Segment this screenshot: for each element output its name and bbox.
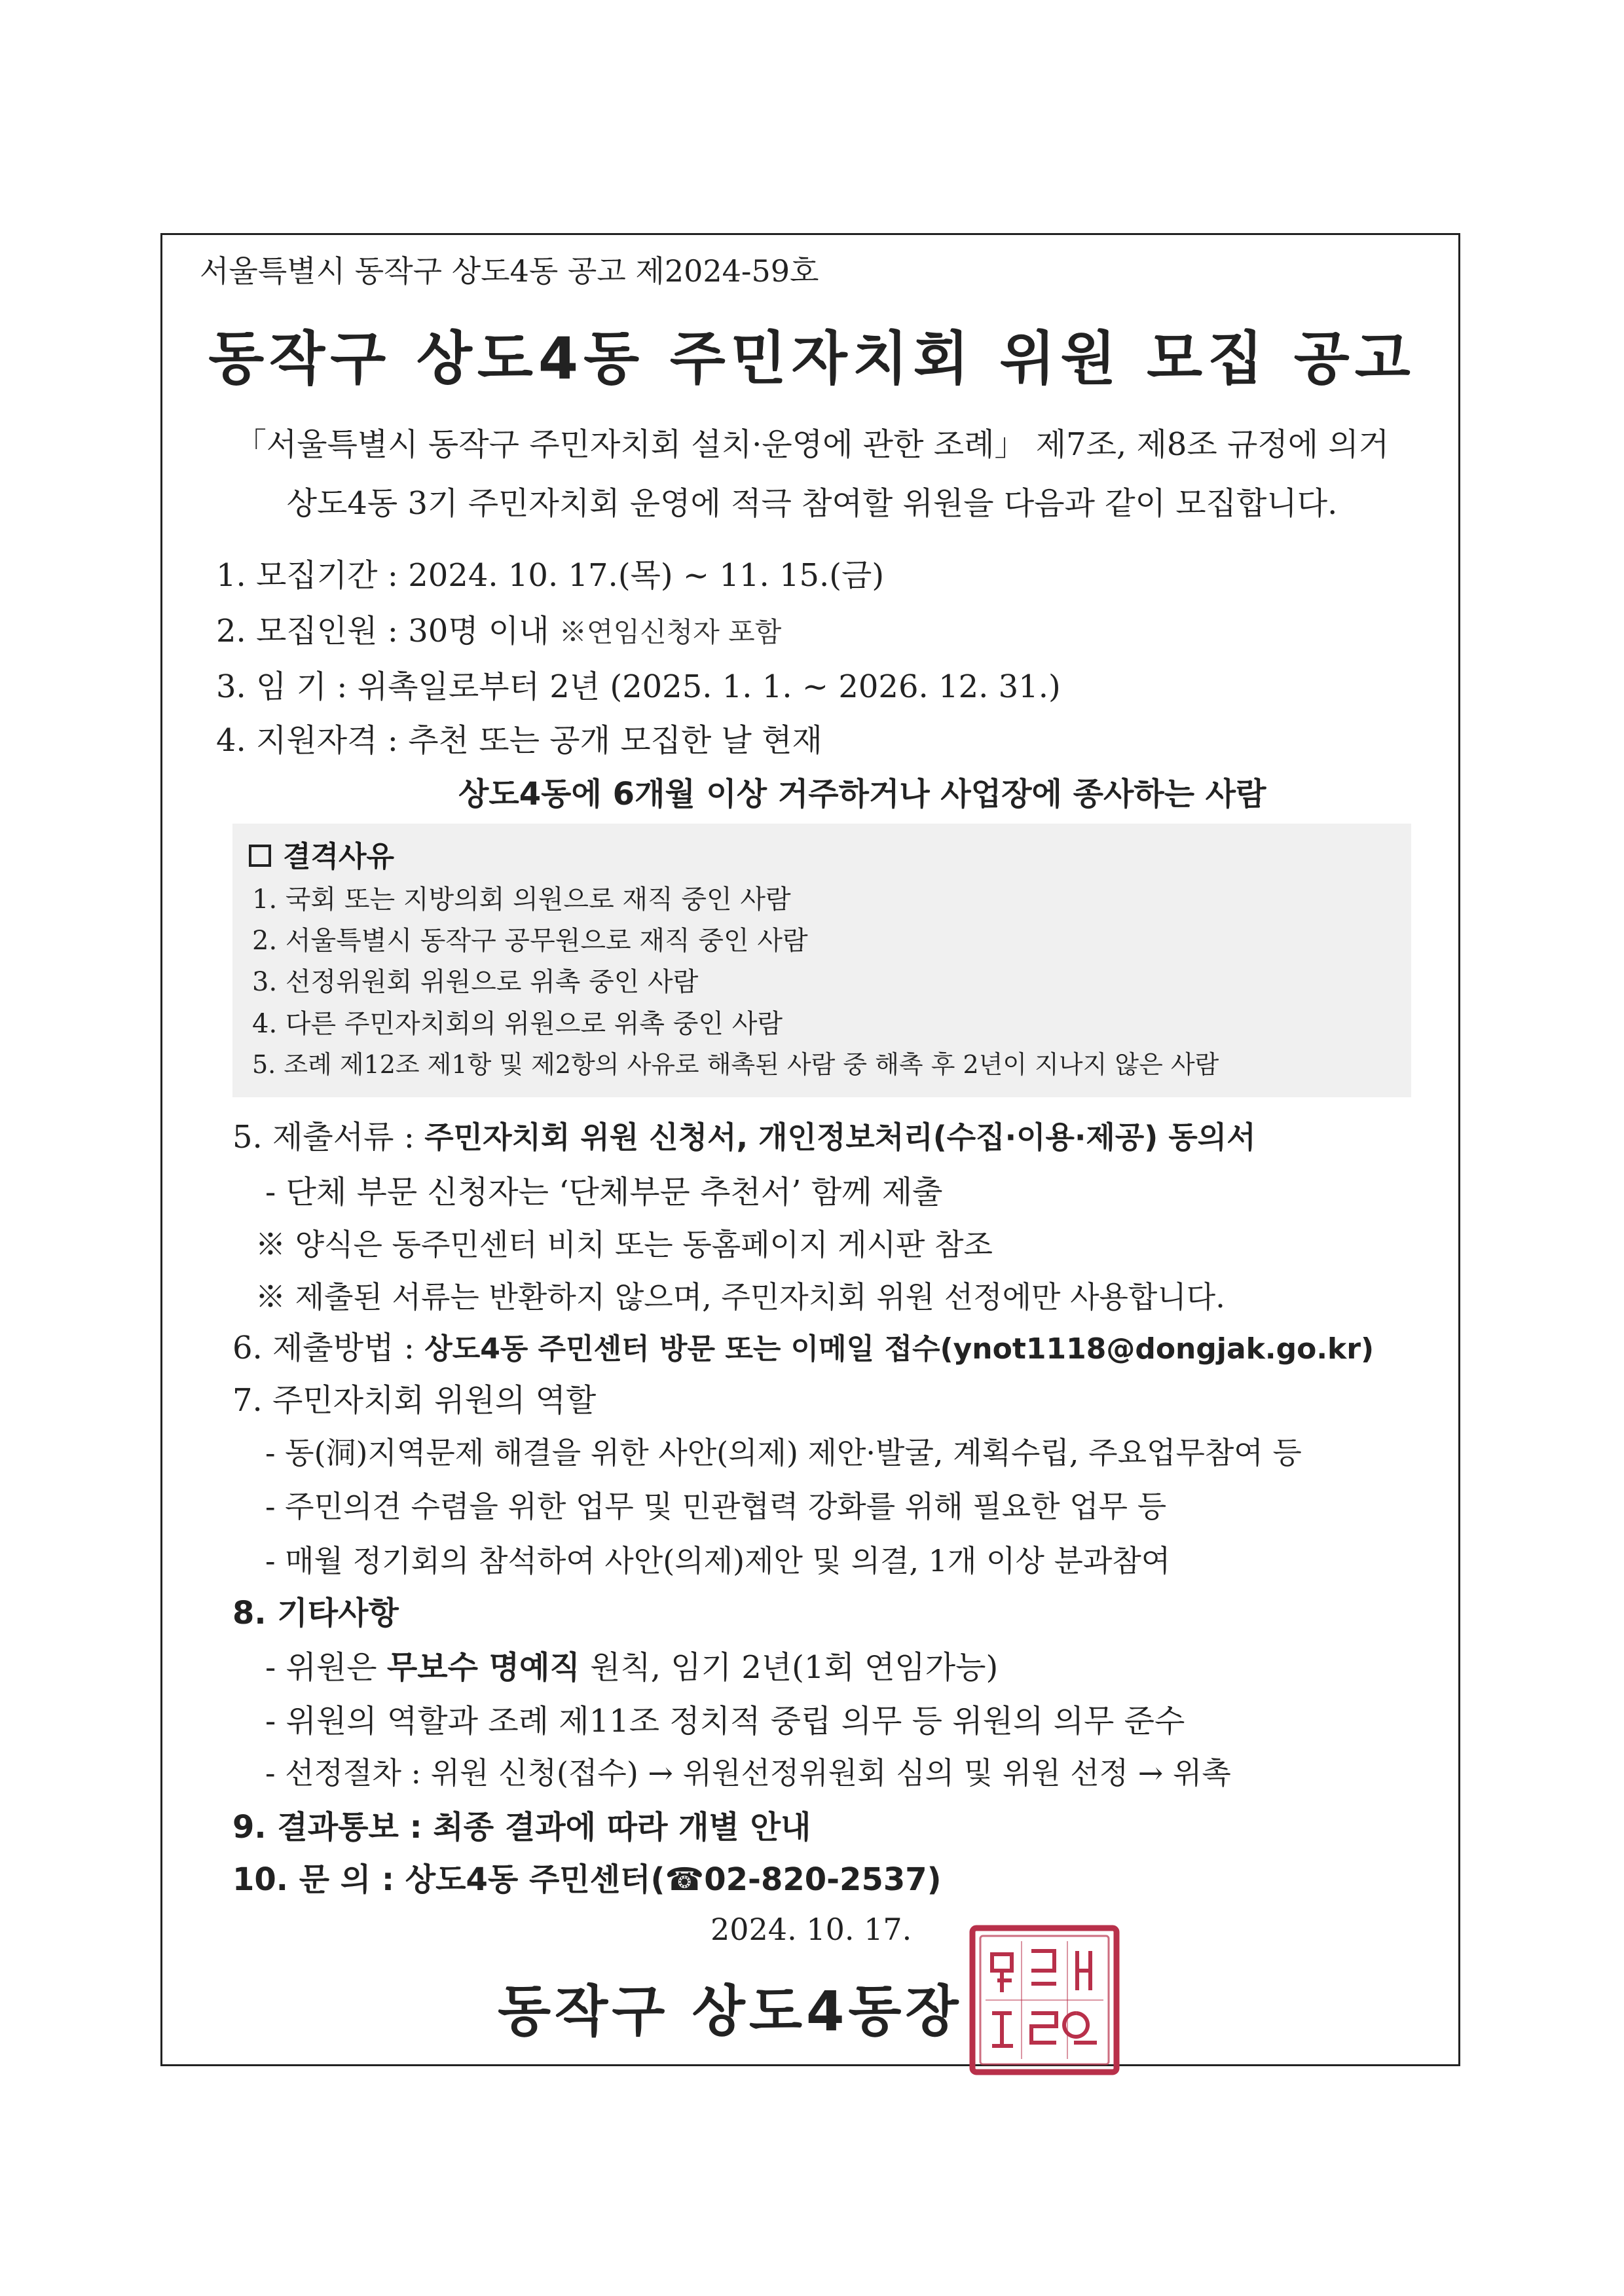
method-bold: 상도4동 주민센터 방문 또는 이메일 접수(ynot1118@dongjak.go.kr) — [424, 1332, 1375, 1366]
signature: 동작구 상도4동장 — [498, 1979, 963, 2043]
roles-title: 7. 주민자치회 위원의 역할 — [232, 1382, 597, 1419]
item-documents — [232, 1112, 1256, 1157]
method-label: 6. 제출방법 : — [232, 1330, 425, 1366]
disqualification-title — [249, 833, 394, 875]
item-result: 9. 결과통보 : 최종 결과에 따라 개별 안내 — [232, 1809, 811, 1846]
roles-item-1: - 동(洞)지역문제 해결을 위한 사안(의제) 제안·발굴, 계획수립, 주요업무참여 등 — [265, 1435, 1302, 1470]
documents-note-1: ※ 양식은 동주민센터 비치 또는 동홈페이지 게시판 참조 — [255, 1227, 993, 1262]
recruits-text: 2. 모집인원 : 30명 이내 — [216, 613, 549, 649]
checkbox-icon — [249, 845, 271, 867]
disq-item-4: 4. 다른 주민자치회의 위원으로 위촉 중인 사람 — [252, 1009, 783, 1039]
disq-item-2: 2. 서울특별시 동작구 공무원으로 재직 중인 사람 — [252, 926, 808, 956]
item-qualification: 4. 지원자격 : 추천 또는 공개 모집한 날 현재 — [216, 722, 822, 759]
documents-sub: - 단체 부문 신청자는 ‘단체부문 추천서’ 함께 제출 — [265, 1174, 943, 1211]
notice-date: 2024. 10. 17. — [710, 1912, 912, 1947]
item-term: 3. 임 기 : 위촉일로부터 2년 (2025. 1. 1. ~ 2026. 12. 31.) — [216, 668, 1061, 705]
page-title: 동작구 상도4동 주민자치회 위원 모집 공고 — [208, 325, 1416, 392]
others-item-1-pre: - 위원은 — [265, 1649, 387, 1686]
disq-item-1: 1. 국회 또는 지방의회 의원으로 재직 중인 사람 — [252, 884, 791, 915]
disq-item-3: 3. 선정위원회 위원으로 위촉 중인 사람 — [252, 967, 699, 997]
roles-item-3: - 매월 정기회의 참석하여 사안(의제)제안 및 의결, 1개 이상 분과참여 — [265, 1543, 1171, 1578]
disqualification-title-text: 결격사유 — [283, 840, 395, 873]
disq-item-5: 5. 조례 제12조 제1항 및 제2항의 사유로 해촉된 사람 중 해촉 후 2년이 지나지 않은 사람 — [252, 1050, 1219, 1079]
item-method — [232, 1322, 1374, 1368]
documents-bold: 주민자치회 위원 신청서, 개인정보처리(수집·이용·제공) 동의서 — [424, 1120, 1256, 1155]
others-item-1-post: 원칙, 임기 2년(1회 연임가능) — [580, 1649, 999, 1686]
intro-line-2: 상도4동 3기 주민자치회 운영에 적극 참여할 위원을 다음과 같이 모집합니다. — [286, 485, 1338, 522]
roles-item-2: - 주민의견 수렴을 위한 업무 및 민관협력 강화를 위해 필요한 업무 등 — [265, 1489, 1167, 1524]
item-period: 1. 모집기간 : 2024. 10. 17.(목) ~ 11. 15.(금) — [216, 557, 885, 594]
documents-label: 5. 제출서류 : — [232, 1119, 425, 1156]
others-item-3: - 선정절차 : 위원 신청(접수) → 위원선정위원회 심의 및 위원 선정 → 위촉 — [265, 1755, 1231, 1791]
documents-note-2: ※ 제출된 서류는 반환하지 않으며, 주민자치회 위원 선정에만 사용합니다. — [255, 1279, 1225, 1315]
item-contact: 10. 문 의 : 상도4동 주민센터(☎02-820-2537) — [232, 1861, 942, 1898]
others-item-2: - 위원의 역할과 조례 제11조 정치적 중립 의무 등 위원의 의무 준수 — [265, 1703, 1185, 1740]
notice-number: 서울특별시 동작구 상도4동 공고 제2024-59호 — [200, 253, 819, 289]
recruits-note: ※연임신청자 포함 — [559, 616, 782, 648]
others-item-1-bold: 무보수 명예직 — [386, 1649, 580, 1686]
others-item-1 — [265, 1642, 998, 1687]
item-recruits — [216, 606, 781, 651]
item-qualification-bold: 상도4동에 6개월 이상 거주하거나 사업장에 종사하는 사람 — [458, 776, 1266, 812]
intro-line-1: 「서울특별시 동작구 주민자치회 설치·운영에 관한 조례」 제7조, 제8조 규정에 의거 — [234, 426, 1390, 463]
others-title: 8. 기타사항 — [232, 1595, 399, 1631]
official-seal-icon — [966, 1922, 1123, 2079]
